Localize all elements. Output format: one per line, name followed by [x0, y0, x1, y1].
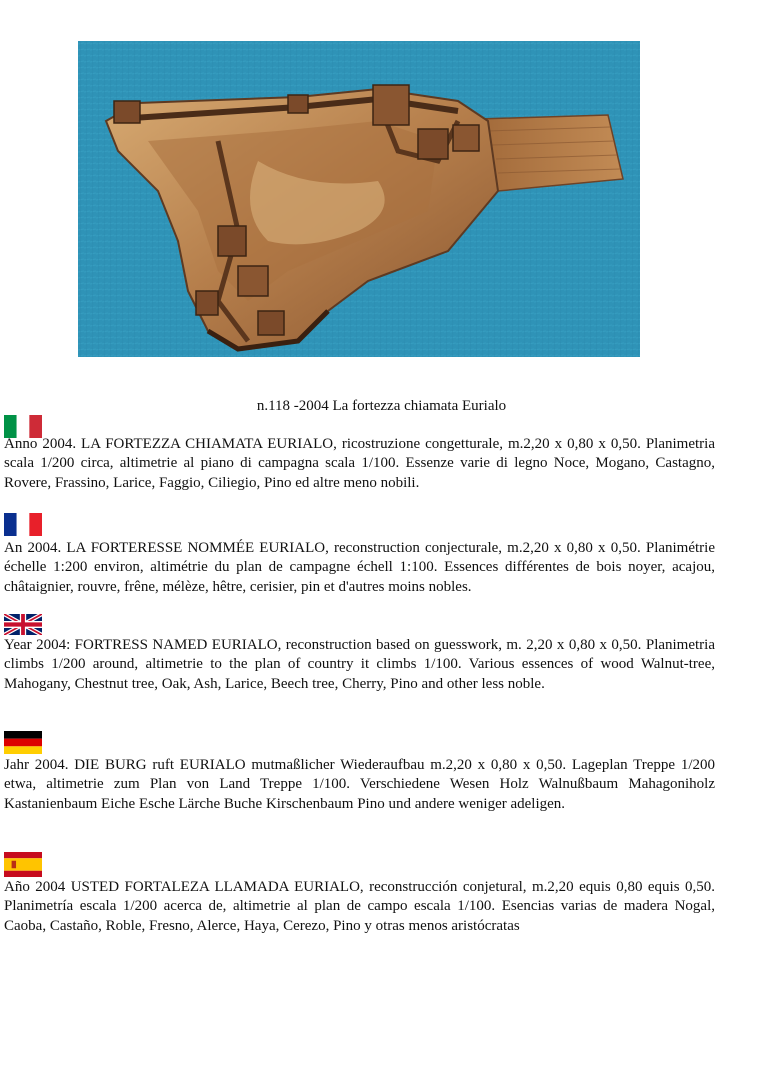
english-description: Year 2004: FORTRESS NAMED EURIALO, reconstruction based on guesswork, m. 2,20 x 0,80 x 0,50. Planimetria climbs 1/200 around, altimetrie to the plan of country it climbs 1/100. Various essences of wood Walnut-tree, Mahogany, Chestnut tree, Oak, Ash, Larice, Beech tree, Cherry, Pino and other less noble. — [4, 637, 715, 692]
uk-flag-icon — [4, 614, 42, 635]
fortress-model-illustration — [78, 41, 640, 357]
italian-description: Anno 2004. LA FORTEZZA CHIAMATA EURIALO, ricostruzione congetturale, m.2,20 x 0,80 x 0,50. Planimetria scala 1/200 circa, altimetrie al piano di campagna scala 1/100. Essenze varie di legno Noce, Mogano, Castagno, Rovere, Frassino, Larice, Faggio, Ciliegio, Pino ed altre meno nobili. — [4, 436, 715, 491]
france-flag-icon — [4, 513, 42, 536]
german-description: Jahr 2004. DIE BURG ruft EURIALO mutmaßlicher Wiederaufbau m.2,20 x 0,80 x 0,50. Lageplan Treppe 1/200 etwa, altimetrie zum Plan von Land Treppe 1/100. Verschiedene Wesen Holz Walnußbaum Mahagoniholz Kastanienbaum Eiche Esche Lärche Buche Kirschenbaum Pino und andere weniger adeligen. — [4, 757, 715, 812]
spain-flag-icon — [4, 852, 42, 877]
spanish-description: Año 2004 USTED FORTALEZA LLAMADA EURIALO, reconstrucción conjetural, m.2,20 equis 0,80 equis 0,50. Planimetría escala 1/200 acerca de, altimetrie al plan de campo escala 1/100. Esencias varias de madera Nogal, Caoba, Castaño, Roble, Fresno, Alerce, Haya, Cerezo, Pino y otras menos aristócratas — [4, 879, 715, 934]
photo-caption: n.118 -2004 La fortezza chiamata Eurialo — [256, 398, 507, 414]
french-description: An 2004. LA FORTERESSE NOMMÉE EURIALO, reconstruction conjecturale, m.2,20 x 0,80 x 0,50. Planimétrie échelle 1:200 environ, altimétrie du plan de campagne échell 1:100. Essences différentes de bois noyer, acajou, châtaignier, rouvre, frêne, mélèze, hêtre, cerisier, pin et d'autres moins nobles. — [4, 540, 715, 595]
germany-flag-icon — [4, 731, 42, 754]
fortress-model-photo — [78, 41, 640, 357]
